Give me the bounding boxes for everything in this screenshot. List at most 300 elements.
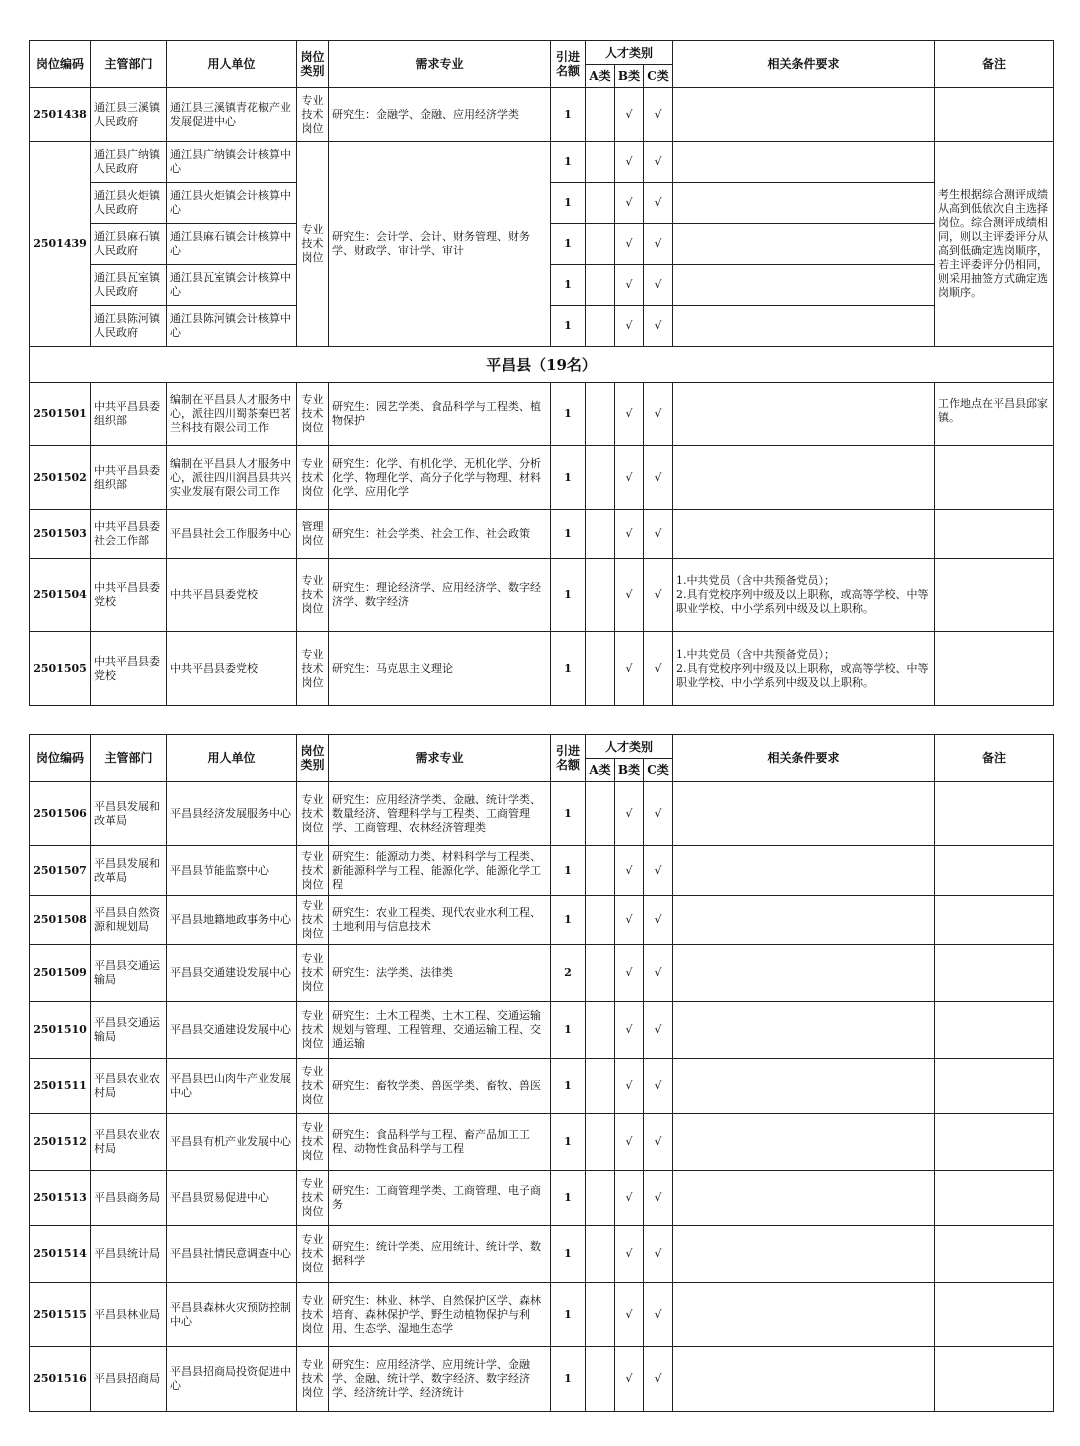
department-cell: 平昌县自然资源和规划局 <box>91 896 167 945</box>
post-code: 2501516 <box>30 1347 91 1412</box>
post-code: 2501438 <box>30 88 91 142</box>
quota-cell: 1 <box>551 1114 586 1171</box>
check-mark-icon: √ <box>654 196 662 209</box>
post-type-cell: 专业技术岗位 <box>297 846 329 896</box>
talent-c-check <box>644 1347 673 1412</box>
header-remarks: 备注 <box>935 41 1054 88</box>
talent-a-cell <box>586 559 615 632</box>
quota-cell: 1 <box>551 632 586 706</box>
conditions-cell <box>673 265 935 306</box>
table-row <box>30 510 1054 559</box>
talent-b-check <box>615 1283 644 1347</box>
major-cell: 研究生：林业、林学、自然保护区学、森林培育、森林保护学、野生动植物保护与利用、生态学、湿地生态学 <box>329 1283 551 1347</box>
department-cell: 平昌县农业农村局 <box>91 1114 167 1171</box>
remarks-cell <box>935 782 1054 846</box>
check-mark-icon: √ <box>625 588 633 601</box>
post-type-cell: 管理岗位 <box>297 510 329 559</box>
department-cell: 平昌县发展和改革局 <box>91 846 167 896</box>
unit-cell: 通江县火炬镇会计核算中心 <box>167 183 297 224</box>
check-mark-icon: √ <box>625 155 633 168</box>
check-mark-icon: √ <box>625 107 633 121</box>
unit-cell: 平昌县交通建设发展中心 <box>167 945 297 1002</box>
talent-b-check <box>615 446 644 510</box>
unit-cell: 通江县陈河镇会计核算中心 <box>167 306 297 347</box>
header-major: 需求专业 <box>329 735 551 782</box>
header-department: 主管部门 <box>91 41 167 88</box>
talent-c-check <box>644 896 673 945</box>
unit-cell: 平昌县社情民意调查中心 <box>167 1226 297 1283</box>
condition-line: 1.中共党员（含中共预备党员）； <box>676 574 836 587</box>
talent-a-cell <box>586 1347 615 1412</box>
check-mark-icon: √ <box>654 966 662 979</box>
table-row <box>30 1347 1054 1412</box>
remarks-cell: 考生根据综合测评成绩从高到低依次自主选择岗位。综合测评成绩相同，则以主评委评分从高到低确定选岗顺序，若主评委评分仍相同，则采用抽签方式确定选岗顺序。 <box>935 142 1054 347</box>
conditions-cell <box>673 1114 935 1171</box>
check-mark-icon: √ <box>654 319 662 332</box>
department-cell: 通江县麻石镇人民政府 <box>91 224 167 265</box>
talent-b-check <box>615 559 644 632</box>
header-post-type: 岗位 类别 <box>297 41 329 88</box>
major-cell: 研究生：工商管理学类、工商管理、电子商务 <box>329 1171 551 1226</box>
department-cell: 中共平昌县委党校 <box>91 632 167 706</box>
condition-line: 1.中共党员（含中共预备党员）； <box>676 647 836 661</box>
unit-cell: 通江县广纳镇会计核算中心 <box>167 142 297 183</box>
check-mark-icon: √ <box>654 1191 662 1204</box>
post-type-cell: 专业技术岗位 <box>297 1226 329 1283</box>
talent-c-check <box>644 183 673 224</box>
table-block-1 <box>29 40 1053 706</box>
talent-c-check <box>644 88 673 142</box>
conditions-cell <box>673 945 935 1002</box>
quota-cell: 1 <box>551 782 586 846</box>
major-cell: 研究生：社会学类、社会工作、社会政策 <box>329 510 551 559</box>
header-code: 岗位编码 <box>30 41 91 88</box>
unit-cell: 编制在平昌县人才服务中心，派往四川蜀茶秦巴茗兰科技有限公司工作 <box>167 383 297 446</box>
quota-cell: 1 <box>551 559 586 632</box>
section-title-pingchang: 平昌县（19名） <box>30 347 1054 383</box>
department-cell: 中共平昌县委组织部 <box>91 446 167 510</box>
post-type-cell: 专业技术岗位 <box>297 1059 329 1114</box>
check-mark-icon: √ <box>654 470 662 484</box>
talent-b-check <box>615 632 644 706</box>
talent-b-check <box>615 142 644 183</box>
conditions-cell <box>673 559 935 632</box>
quota-cell: 1 <box>551 306 586 347</box>
table-row <box>30 1283 1054 1347</box>
conditions-cell <box>673 1059 935 1114</box>
talent-b-check <box>615 896 644 945</box>
major-cell: 研究生：化学、有机化学、无机化学、分析化学、物理化学、高分子化学与物理、材料化学、应用化学 <box>329 446 551 510</box>
header-talent-a: A类 <box>586 65 615 88</box>
remarks-cell <box>935 510 1054 559</box>
department-cell: 平昌县交通运输局 <box>91 945 167 1002</box>
check-mark-icon: √ <box>625 1372 633 1385</box>
talent-a-cell <box>586 896 615 945</box>
recruitment-table-2 <box>29 734 1054 1412</box>
talent-a-cell <box>586 142 615 183</box>
header-major: 需求专业 <box>329 41 551 88</box>
header-row <box>30 735 1054 759</box>
post-type-cell: 专业技术岗位 <box>297 632 329 706</box>
header-quota: 引进 名额 <box>551 735 586 782</box>
talent-c-check <box>644 1059 673 1114</box>
check-mark-icon: √ <box>625 1023 633 1036</box>
check-mark-icon: √ <box>625 966 633 979</box>
department-cell: 通江县陈河镇人民政府 <box>91 306 167 347</box>
department-cell: 中共平昌县委党校 <box>91 559 167 632</box>
remarks-cell <box>935 1283 1054 1347</box>
check-mark-icon: √ <box>654 1079 662 1092</box>
table-row <box>30 559 1054 632</box>
remarks-cell <box>935 559 1054 632</box>
conditions-cell <box>673 446 935 510</box>
header-talent: 人才类别 <box>586 41 673 65</box>
header-talent: 人才类别 <box>586 735 673 759</box>
unit-cell: 编制在平昌县人才服务中心，派往四川润昌县共兴实业发展有限公司工作 <box>167 446 297 510</box>
remarks-cell <box>935 1171 1054 1226</box>
post-type-cell: 专业技术岗位 <box>297 88 329 142</box>
check-mark-icon: √ <box>654 237 662 250</box>
talent-c-check <box>644 446 673 510</box>
major-cell: 研究生：食品科学与工程、畜产品加工工程、动物性食品科学与工程 <box>329 1114 551 1171</box>
post-code: 2501501 <box>30 383 91 446</box>
table-row <box>30 1114 1054 1171</box>
talent-b-check <box>615 306 644 347</box>
talent-a-cell <box>586 383 615 446</box>
conditions-cell <box>673 383 935 446</box>
post-code: 2501513 <box>30 1171 91 1226</box>
check-mark-icon: √ <box>654 1372 662 1385</box>
talent-a-cell <box>586 782 615 846</box>
talent-c-check <box>644 945 673 1002</box>
post-type-cell: 专业技术岗位 <box>297 945 329 1002</box>
talent-a-cell <box>586 224 615 265</box>
talent-b-check <box>615 265 644 306</box>
post-code: 2501504 <box>30 559 91 632</box>
unit-cell: 中共平昌县委党校 <box>167 632 297 706</box>
unit-cell: 平昌县节能监察中心 <box>167 846 297 896</box>
major-cell: 研究生：会计学、会计、财务管理、财务学、财政学、审计学、审计 <box>329 142 551 347</box>
remarks-cell <box>935 896 1054 945</box>
table-row <box>30 1226 1054 1283</box>
talent-c-check <box>644 510 673 559</box>
post-type-cell: 专业技术岗位 <box>297 446 329 510</box>
check-mark-icon: √ <box>654 661 662 675</box>
talent-b-check <box>615 1347 644 1412</box>
check-mark-icon: √ <box>654 278 662 291</box>
quota-cell: 1 <box>551 383 586 446</box>
talent-c-check <box>644 1283 673 1347</box>
conditions-cell <box>673 510 935 559</box>
post-code: 2501505 <box>30 632 91 706</box>
post-type-cell: 专业技术岗位 <box>297 896 329 945</box>
post-type-cell: 专业技术岗位 <box>297 1171 329 1226</box>
check-mark-icon: √ <box>654 1023 662 1036</box>
department-cell: 通江县火炬镇人民政府 <box>91 183 167 224</box>
check-mark-icon: √ <box>654 107 662 121</box>
conditions-cell <box>673 846 935 896</box>
unit-cell: 平昌县交通建设发展中心 <box>167 1002 297 1059</box>
check-mark-icon: √ <box>654 407 662 420</box>
talent-c-check <box>644 1171 673 1226</box>
talent-c-check <box>644 383 673 446</box>
unit-cell: 平昌县贸易促进中心 <box>167 1171 297 1226</box>
post-code: 2501511 <box>30 1059 91 1114</box>
major-cell: 研究生：法学类、法律类 <box>329 945 551 1002</box>
major-cell: 研究生：土木工程类、土木工程、交通运输规划与管理、工程管理、交通运输工程、交通运输 <box>329 1002 551 1059</box>
check-mark-icon: √ <box>654 1135 662 1148</box>
table-row <box>30 1171 1054 1226</box>
remarks-cell <box>935 1059 1054 1114</box>
quota-cell: 1 <box>551 1002 586 1059</box>
talent-c-check <box>644 1002 673 1059</box>
check-mark-icon: √ <box>654 913 662 926</box>
post-type-cell: 专业技术岗位 <box>297 1114 329 1171</box>
header-row <box>30 41 1054 65</box>
check-mark-icon: √ <box>654 588 662 601</box>
major-cell: 研究生：统计学类、应用统计、统计学、数据科学 <box>329 1226 551 1283</box>
major-cell: 研究生：金融学、金融、应用经济学类 <box>329 88 551 142</box>
table-row <box>30 142 1054 183</box>
quota-cell: 1 <box>551 88 586 142</box>
talent-c-check <box>644 224 673 265</box>
header-department: 主管部门 <box>91 735 167 782</box>
check-mark-icon: √ <box>654 806 662 820</box>
unit-cell: 平昌县社会工作服务中心 <box>167 510 297 559</box>
header-post-type: 岗位 类别 <box>297 735 329 782</box>
conditions-cell <box>673 1002 935 1059</box>
department-cell: 平昌县交通运输局 <box>91 1002 167 1059</box>
check-mark-icon: √ <box>625 1247 633 1260</box>
department-cell: 平昌县商务局 <box>91 1171 167 1226</box>
talent-a-cell <box>586 1002 615 1059</box>
talent-b-check <box>615 224 644 265</box>
post-type-cell: 专业技术岗位 <box>297 782 329 846</box>
check-mark-icon: √ <box>654 1247 662 1260</box>
post-code: 2501439 <box>30 142 91 347</box>
talent-c-check <box>644 632 673 706</box>
table-row <box>30 88 1054 142</box>
conditions-cell <box>673 1171 935 1226</box>
unit-cell: 中共平昌县委党校 <box>167 559 297 632</box>
header-code: 岗位编码 <box>30 735 91 782</box>
post-code: 2501509 <box>30 945 91 1002</box>
quota-cell: 1 <box>551 1171 586 1226</box>
talent-b-check <box>615 1114 644 1171</box>
quota-cell: 1 <box>551 1347 586 1412</box>
department-cell: 中共平昌县委社会工作部 <box>91 510 167 559</box>
conditions-cell <box>673 183 935 224</box>
post-code: 2501512 <box>30 1114 91 1171</box>
talent-b-check <box>615 1226 644 1283</box>
table-row <box>30 383 1054 446</box>
post-type-cell: 专业技术岗位 <box>297 142 329 347</box>
talent-b-check <box>615 846 644 896</box>
talent-a-cell <box>586 1171 615 1226</box>
talent-a-cell <box>586 88 615 142</box>
talent-a-cell <box>586 1114 615 1171</box>
talent-a-cell <box>586 446 615 510</box>
department-cell: 平昌县发展和改革局 <box>91 782 167 846</box>
remarks-cell <box>935 945 1054 1002</box>
quota-cell: 1 <box>551 265 586 306</box>
header-unit: 用人单位 <box>167 41 297 88</box>
header-conditions: 相关条件要求 <box>673 41 935 88</box>
talent-a-cell <box>586 510 615 559</box>
department-cell: 平昌县林业局 <box>91 1283 167 1347</box>
major-cell: 研究生：应用经济学、应用统计学、金融学、金融、统计学、数字经济、数字经济学、经济统计学、经济统计 <box>329 1347 551 1412</box>
talent-c-check <box>644 142 673 183</box>
talent-a-cell <box>586 632 615 706</box>
remarks-cell <box>935 1114 1054 1171</box>
table-row <box>30 632 1054 706</box>
check-mark-icon: √ <box>625 1191 633 1204</box>
quota-cell: 1 <box>551 510 586 559</box>
remarks-cell <box>935 632 1054 706</box>
header-talent-b: B类 <box>615 759 644 782</box>
post-type-cell: 专业技术岗位 <box>297 1283 329 1347</box>
unit-cell: 通江县瓦室镇会计核算中心 <box>167 265 297 306</box>
check-mark-icon: √ <box>625 278 633 291</box>
talent-b-check <box>615 1171 644 1226</box>
quota-cell: 1 <box>551 183 586 224</box>
post-code: 2501515 <box>30 1283 91 1347</box>
talent-b-check <box>615 183 644 224</box>
department-cell: 通江县广纳镇人民政府 <box>91 142 167 183</box>
check-mark-icon: √ <box>625 237 633 250</box>
check-mark-icon: √ <box>625 470 633 484</box>
major-cell: 研究生：农业工程类、现代农业水利工程、土地利用与信息技术 <box>329 896 551 945</box>
conditions-cell <box>673 1226 935 1283</box>
header-quota: 引进 名额 <box>551 41 586 88</box>
check-mark-icon: √ <box>654 1307 662 1321</box>
check-mark-icon: √ <box>625 806 633 820</box>
table-row <box>30 782 1054 846</box>
department-cell: 中共平昌县委组织部 <box>91 383 167 446</box>
check-mark-icon: √ <box>654 863 662 877</box>
unit-cell: 平昌县森林火灾预防控制中心 <box>167 1283 297 1347</box>
header-remarks: 备注 <box>935 735 1054 782</box>
remarks-cell <box>935 88 1054 142</box>
major-cell: 研究生：园艺学类、食品科学与工程类、植物保护 <box>329 383 551 446</box>
department-cell: 通江县三溪镇人民政府 <box>91 88 167 142</box>
section-row <box>30 347 1054 383</box>
recruitment-table-1 <box>29 40 1054 706</box>
conditions-cell <box>673 1283 935 1347</box>
post-type-cell: 专业技术岗位 <box>297 1002 329 1059</box>
talent-b-check <box>615 383 644 446</box>
table-row <box>30 945 1054 1002</box>
check-mark-icon: √ <box>625 527 633 540</box>
condition-line: 2.具有党校序列中级及以上职称，或高等学校、中等职业学校、中小学系列中级及以上职称。 <box>676 588 929 615</box>
conditions-cell <box>673 88 935 142</box>
conditions-cell <box>673 306 935 347</box>
unit-cell: 平昌县经济发展服务中心 <box>167 782 297 846</box>
remarks-cell <box>935 446 1054 510</box>
talent-c-check <box>644 559 673 632</box>
quota-cell: 1 <box>551 446 586 510</box>
talent-c-check <box>644 1114 673 1171</box>
unit-cell: 平昌县招商局投资促进中心 <box>167 1347 297 1412</box>
post-code: 2501508 <box>30 896 91 945</box>
conditions-cell <box>673 224 935 265</box>
unit-cell: 平昌县地籍地政事务中心 <box>167 896 297 945</box>
talent-b-check <box>615 782 644 846</box>
check-mark-icon: √ <box>625 319 633 332</box>
header-unit: 用人单位 <box>167 735 297 782</box>
post-type-cell: 专业技术岗位 <box>297 383 329 446</box>
talent-a-cell <box>586 1283 615 1347</box>
talent-c-check <box>644 782 673 846</box>
talent-a-cell <box>586 265 615 306</box>
header-talent-c: C类 <box>644 759 673 782</box>
check-mark-icon: √ <box>625 863 633 877</box>
talent-c-check <box>644 846 673 896</box>
department-cell: 平昌县统计局 <box>91 1226 167 1283</box>
condition-line: 2.具有党校序列中级及以上职称，或高等学校、中等职业学校、中小学系列中级及以上职称。 <box>676 661 929 689</box>
talent-b-check <box>615 88 644 142</box>
header-talent-a: A类 <box>586 759 615 782</box>
post-code: 2501514 <box>30 1226 91 1283</box>
major-cell: 研究生：能源动力类、材料科学与工程类、新能源科学与工程、能源化学、能源化学工程 <box>329 846 551 896</box>
post-code: 2501510 <box>30 1002 91 1059</box>
quota-cell: 1 <box>551 224 586 265</box>
check-mark-icon: √ <box>625 407 633 420</box>
header-talent-c: C类 <box>644 65 673 88</box>
post-type-cell: 专业技术岗位 <box>297 559 329 632</box>
post-code: 2501503 <box>30 510 91 559</box>
talent-a-cell <box>586 1226 615 1283</box>
check-mark-icon: √ <box>625 196 633 209</box>
quota-cell: 2 <box>551 945 586 1002</box>
quota-cell: 1 <box>551 1059 586 1114</box>
quota-cell: 1 <box>551 896 586 945</box>
quota-cell: 1 <box>551 846 586 896</box>
department-cell: 平昌县农业农村局 <box>91 1059 167 1114</box>
remarks-cell <box>935 1226 1054 1283</box>
conditions-cell <box>673 896 935 945</box>
major-cell: 研究生：畜牧学类、兽医学类、畜牧、兽医 <box>329 1059 551 1114</box>
unit-cell: 通江县麻石镇会计核算中心 <box>167 224 297 265</box>
major-cell: 研究生：应用经济学类、金融、统计学类、数量经济、管理科学与工程类、工商管理学、工商管理、农林经济管理类 <box>329 782 551 846</box>
post-code: 2501507 <box>30 846 91 896</box>
check-mark-icon: √ <box>625 1307 633 1321</box>
talent-a-cell <box>586 846 615 896</box>
check-mark-icon: √ <box>625 1079 633 1092</box>
department-cell: 通江县瓦室镇人民政府 <box>91 265 167 306</box>
post-type-cell: 专业技术岗位 <box>297 1347 329 1412</box>
conditions-cell <box>673 142 935 183</box>
table-row <box>30 1002 1054 1059</box>
conditions-cell <box>673 782 935 846</box>
talent-c-check <box>644 1226 673 1283</box>
table-row <box>30 846 1054 896</box>
unit-cell: 平昌县有机产业发展中心 <box>167 1114 297 1171</box>
check-mark-icon: √ <box>625 913 633 926</box>
talent-a-cell <box>586 1059 615 1114</box>
post-code: 2501506 <box>30 782 91 846</box>
unit-cell: 平昌县巴山肉牛产业发展中心 <box>167 1059 297 1114</box>
major-cell: 研究生：理论经济学、应用经济学、数字经济学、数字经济 <box>329 559 551 632</box>
quota-cell: 1 <box>551 142 586 183</box>
talent-c-check <box>644 265 673 306</box>
talent-b-check <box>615 1059 644 1114</box>
unit-cell: 通江县三溪镇青花椒产业发展促进中心 <box>167 88 297 142</box>
check-mark-icon: √ <box>654 155 662 168</box>
conditions-cell <box>673 1347 935 1412</box>
remarks-cell <box>935 1002 1054 1059</box>
department-cell: 平昌县招商局 <box>91 1347 167 1412</box>
